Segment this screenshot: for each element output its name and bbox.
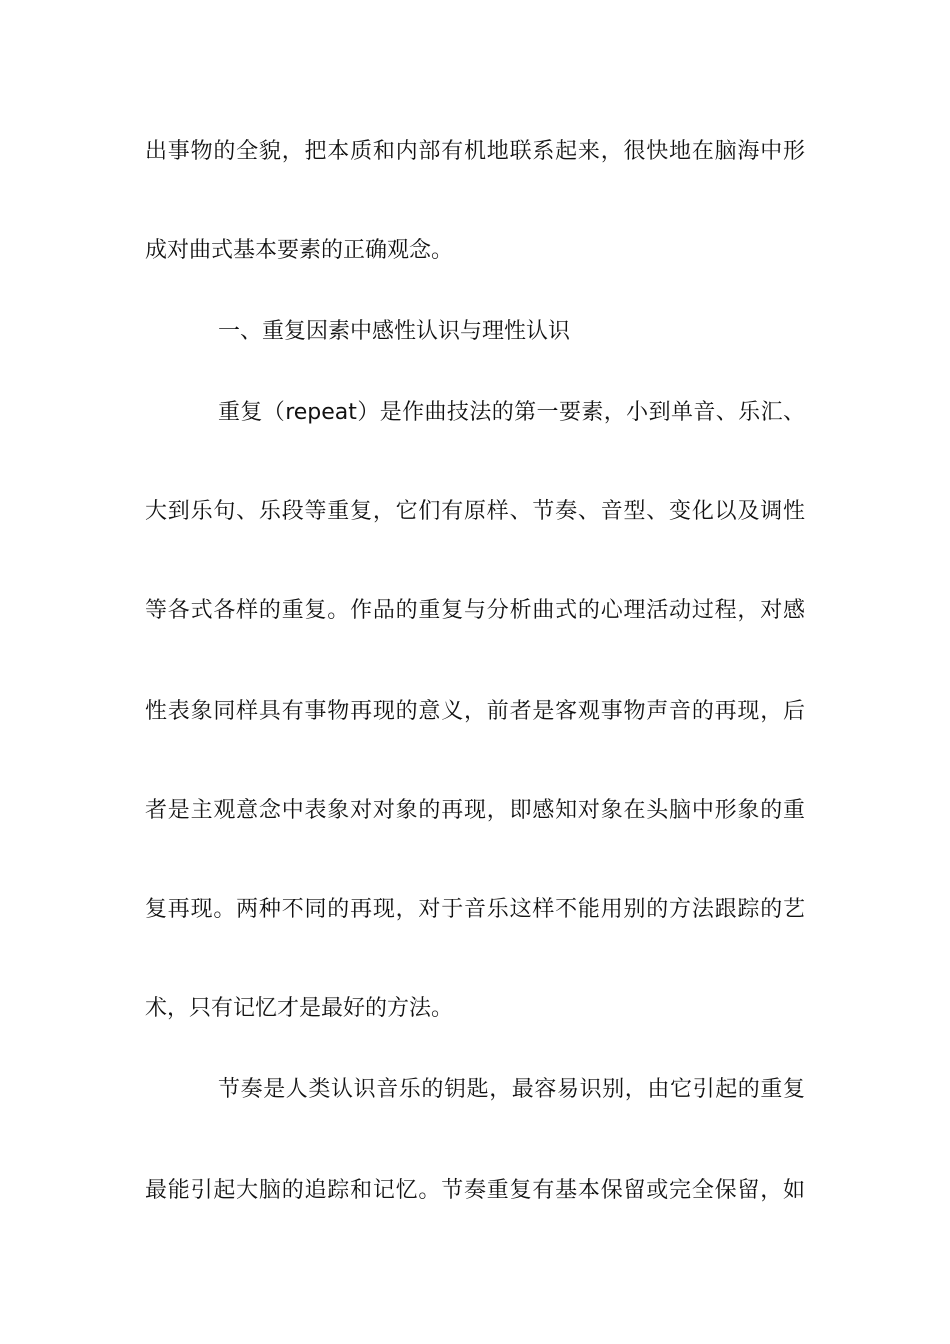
body-text-line: 复再现。两种不同的再现，对于音乐这样不能用别的方法跟踪的艺 — [145, 897, 805, 922]
section-heading: 一、重复因素中感性认识与理性认识 — [218, 319, 571, 344]
paragraph-first-line: 节奏是人类认识音乐的钥匙，最容易识别，由它引起的重复 — [218, 1077, 805, 1102]
paragraph-first-line: 重复（repeat）是作曲技法的第一要素，小到单音、乐汇、 — [218, 400, 805, 425]
body-text-line: 等各式各样的重复。作品的重复与分析曲式的心理活动过程，对感 — [145, 598, 805, 623]
body-text-line: 性表象同样具有事物再现的意义，前者是客观事物声音的再现，后 — [145, 699, 805, 724]
body-text-line: 者是主观意念中表象对对象的再现，即感知对象在头脑中形象的重 — [145, 798, 805, 823]
body-text-line: 大到乐句、乐段等重复，它们有原样、节奏、音型、变化以及调性 — [145, 499, 805, 524]
body-text-line: 最能引起大脑的追踪和记忆。节奏重复有基本保留或完全保留，如 — [145, 1178, 805, 1203]
body-text-line: 成对曲式基本要素的正确观念。 — [145, 238, 454, 263]
body-text-line: 术，只有记忆才是最好的方法。 — [145, 996, 454, 1021]
body-text-line: 出事物的全貌，把本质和内部有机地联系起来，很快地在脑海中形 — [145, 139, 805, 164]
